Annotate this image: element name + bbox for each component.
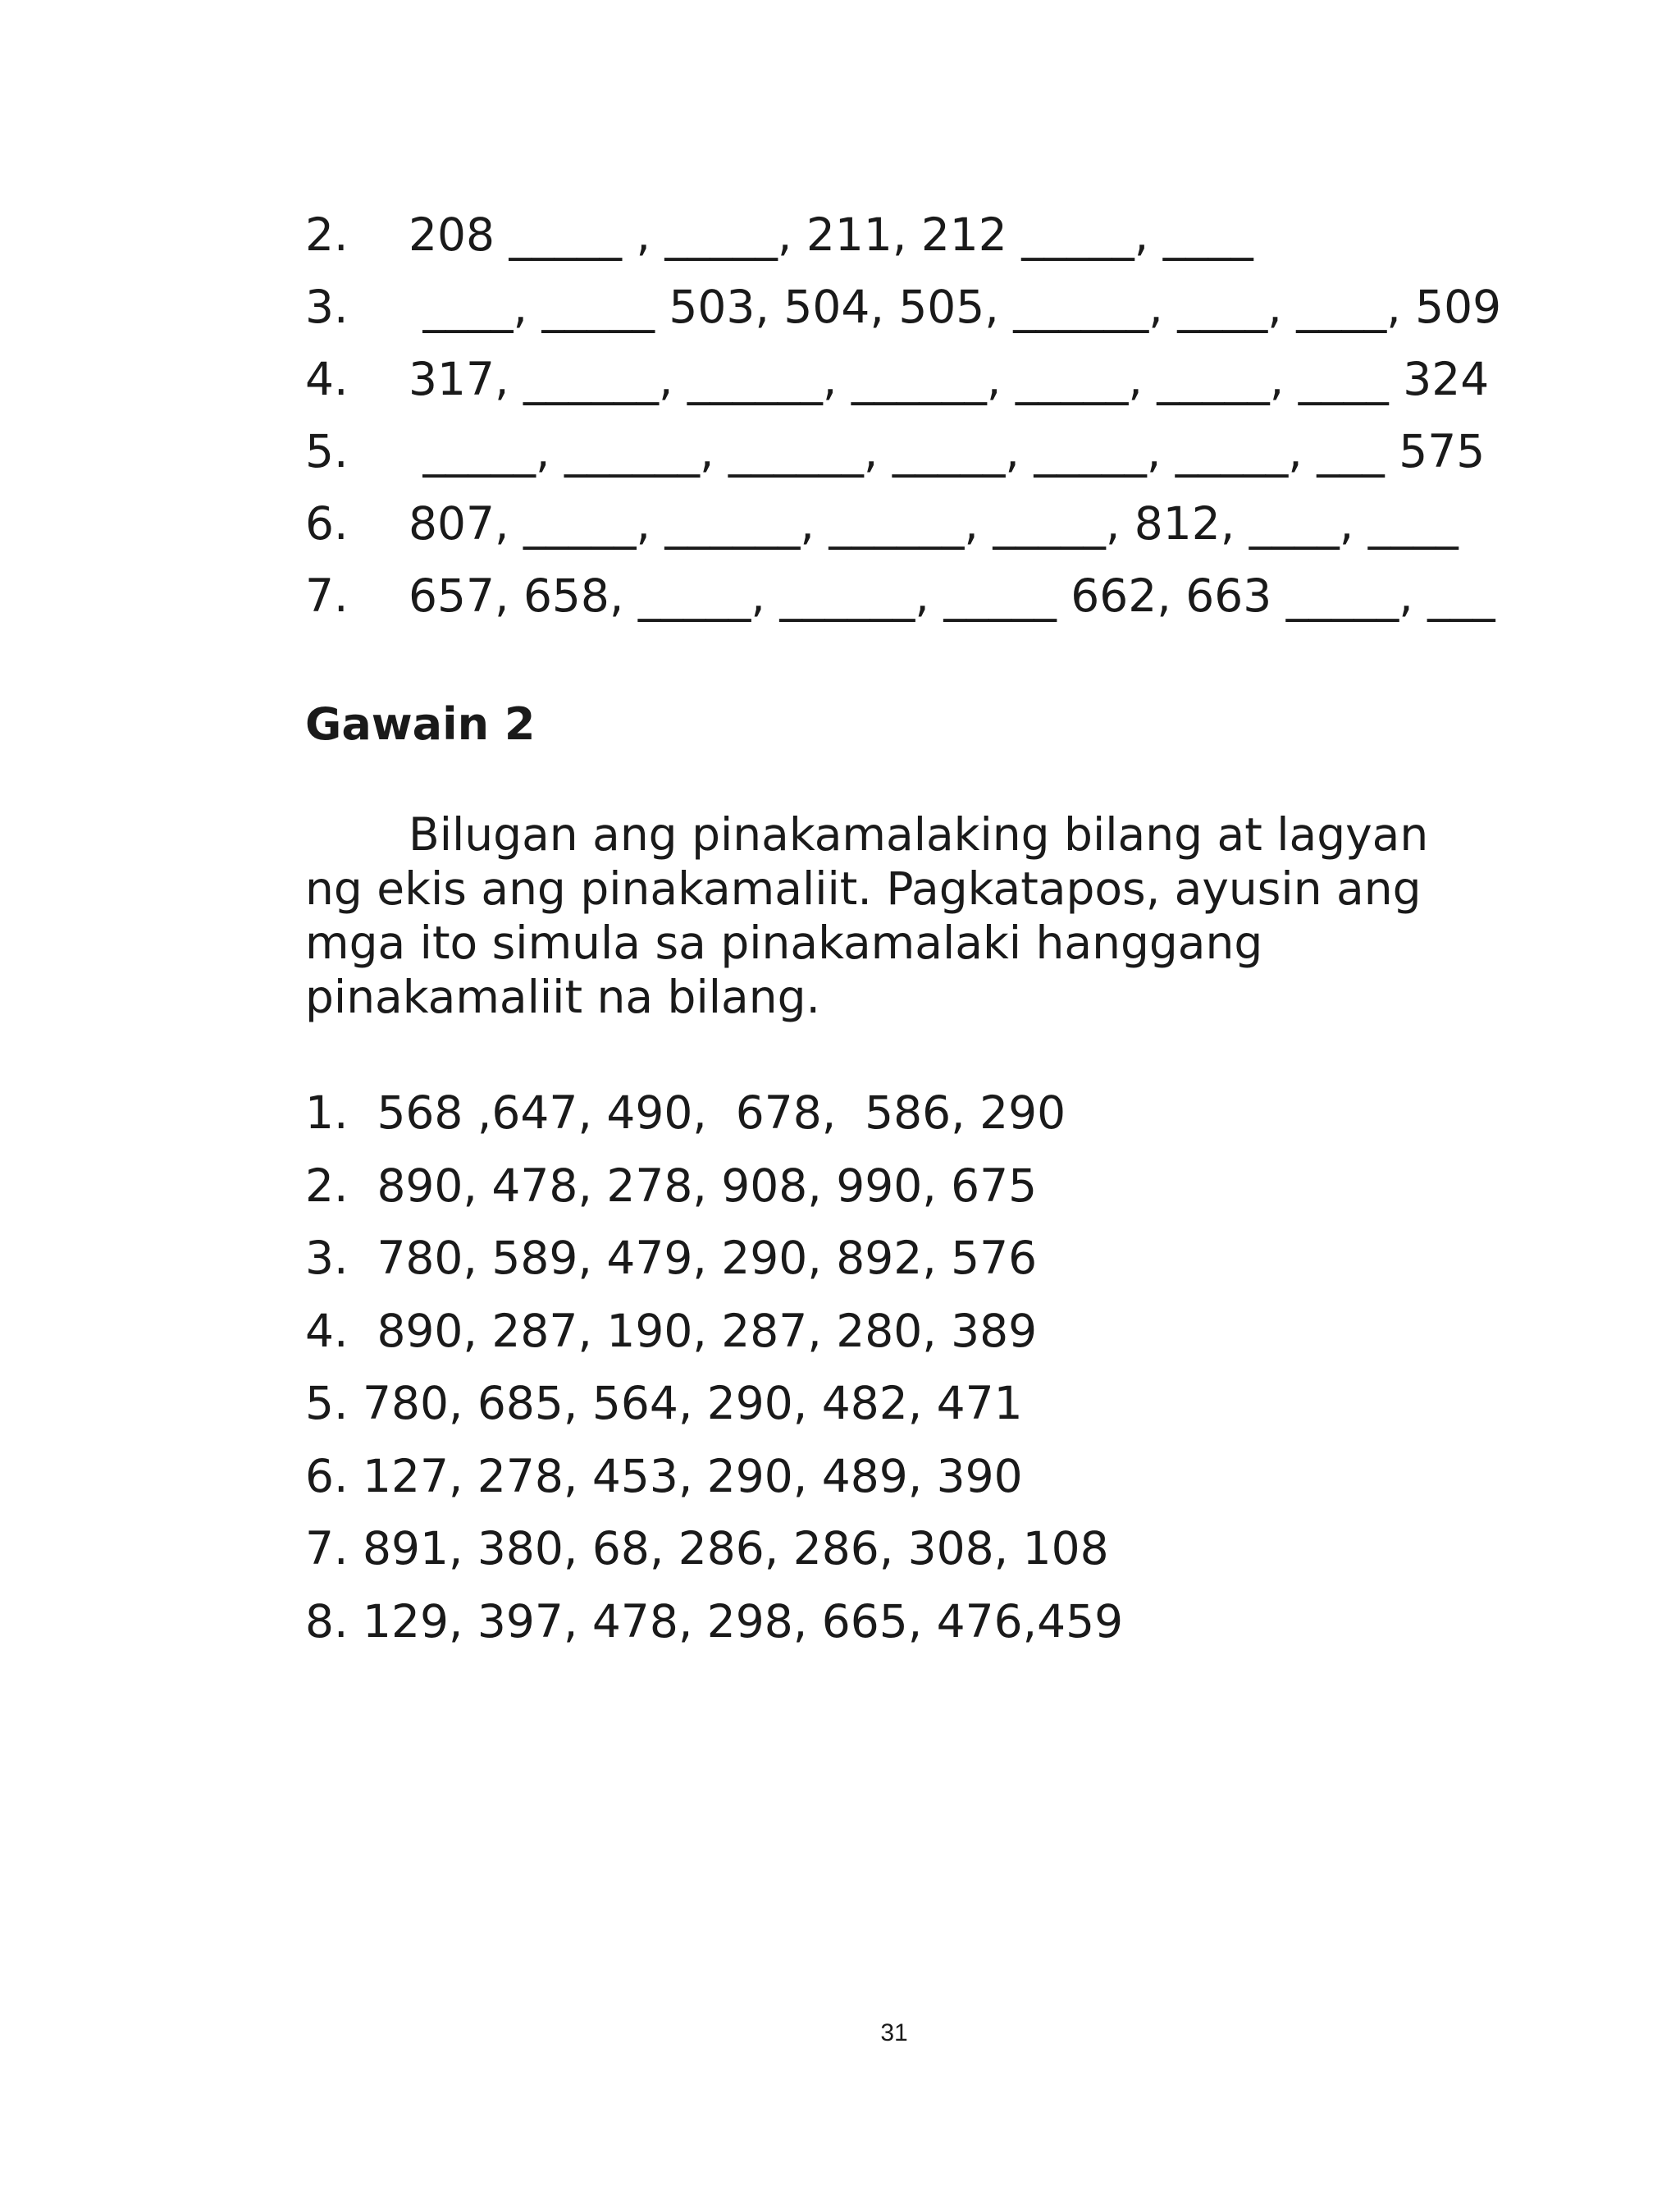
number-set-item: 8. 129, 397, 478, 298, 665, 476,459 xyxy=(305,1594,1124,1648)
number-sequence-list xyxy=(305,203,1502,637)
sequence-item-number: 6. xyxy=(305,497,349,550)
sequence-item-text: ____, _____ 503, 504, 505, ______, ____, ____, 509 xyxy=(409,281,1502,333)
sequence-item xyxy=(305,492,1470,565)
sequence-item-number: 5. xyxy=(305,425,349,478)
number-set-list xyxy=(305,1081,1454,1662)
sequence-item-text: 317, ______, ______, ______, _____, _____, ____ 324 xyxy=(409,353,1490,405)
sequence-item-text: 208 _____ , _____, 211, 212 _____, ____ xyxy=(409,208,1253,261)
sequence-item-number: 4. xyxy=(305,353,349,405)
sequence-item xyxy=(305,276,1502,348)
number-set-item: 7. 891, 380, 68, 286, 286, 308, 108 xyxy=(305,1522,1109,1575)
number-set-item: 3. 780, 589, 479, 290, 892, 576 xyxy=(305,1232,1038,1284)
sequence-item xyxy=(305,203,1470,276)
instructions-line: ng ekis ang pinakamaliit. Pagkatapos, ayusin ang xyxy=(305,862,1422,915)
instructions-line: mga ito simula sa pinakamalaki hanggang xyxy=(305,917,1263,969)
number-set-item: 2. 890, 478, 278, 908, 990, 675 xyxy=(305,1159,1038,1212)
sequence-item-number: 3. xyxy=(305,281,349,333)
section-heading: Gawain 2 xyxy=(305,698,536,750)
instructions-paragraph xyxy=(305,807,1454,1024)
instructions-line: pinakamaliit na bilang. xyxy=(305,971,820,1023)
sequence-item-number: 7. xyxy=(305,569,349,622)
number-set-item: 4. 890, 287, 190, 287, 280, 389 xyxy=(305,1304,1038,1357)
sequence-item xyxy=(305,565,1495,637)
number-set-item: 6. 127, 278, 453, 290, 489, 390 xyxy=(305,1449,1023,1502)
number-set-item: 5. 780, 685, 564, 290, 482, 471 xyxy=(305,1377,1023,1429)
sequence-item xyxy=(305,420,1486,492)
sequence-item-number: 2. xyxy=(305,208,349,261)
page-number: 31 xyxy=(880,2019,908,2046)
sequence-item-text: 807, _____, ______, ______, _____, 812, ____, ____ xyxy=(409,497,1459,550)
number-set-item: 1. 568 ,647, 490, 678, 586, 290 xyxy=(305,1086,1066,1139)
sequence-item xyxy=(305,348,1490,420)
instructions-line: Bilugan ang pinakamalaking bilang at lagyan xyxy=(409,808,1429,861)
sequence-item-text: _____, ______, ______, _____, _____, _____, ___ 575 xyxy=(409,425,1486,478)
sequence-item-text: 657, 658, _____, ______, _____ 662, 663 _____, ___ xyxy=(409,569,1495,622)
